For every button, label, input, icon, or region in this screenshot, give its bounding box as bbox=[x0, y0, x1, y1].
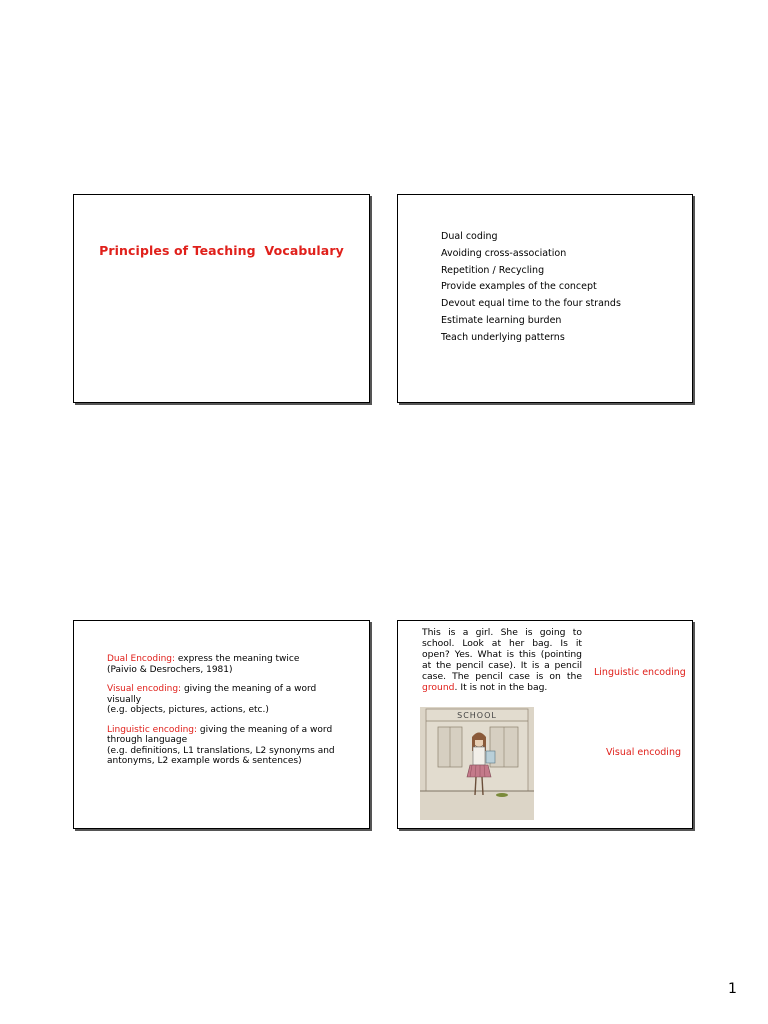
linguistic-encoding-examples: (e.g. definitions, L1 translations, L2 synonyms and antonyms, L2 example words & sentences) bbox=[107, 745, 335, 766]
list-item: Estimate learning burden bbox=[441, 314, 562, 326]
list-item: Devout equal time to the four strands bbox=[441, 298, 621, 310]
list-item: Repetition / Recycling bbox=[441, 264, 545, 276]
list-item: Teach underlying patterns bbox=[441, 331, 565, 343]
dual-encoding-text: express the meaning twice bbox=[177, 654, 300, 664]
example-highlight-ground: ground bbox=[422, 681, 455, 693]
dual-encoding-citation: (Paivio & Desrochers, 1981) bbox=[107, 664, 233, 675]
list-item: Dual coding bbox=[441, 231, 498, 242]
visual-encoding-paragraph bbox=[107, 684, 342, 716]
linguistic-encoding-term: Linguistic encoding: bbox=[107, 724, 200, 735]
slide-dual-encoding bbox=[73, 620, 370, 829]
linguistic-encoding-text: giving the meaning of a word through language bbox=[107, 724, 333, 745]
visual-encoding-label: Visual encoding bbox=[606, 747, 682, 758]
visual-encoding-text: giving the meaning of a word visually bbox=[107, 684, 317, 705]
slide-principles-list bbox=[397, 194, 693, 403]
example-text-after: . It is not in the bag. bbox=[454, 681, 548, 693]
visual-encoding-examples: (e.g. objects, pictures, actions, etc.) bbox=[107, 705, 269, 715]
list-item: Avoiding cross-association bbox=[441, 247, 567, 259]
visual-encoding-term: Visual encoding: bbox=[107, 684, 184, 694]
principles-list bbox=[441, 229, 621, 347]
dual-encoding-body bbox=[107, 654, 342, 776]
page-number: 1 bbox=[728, 981, 737, 997]
dual-encoding-term: Dual Encoding: bbox=[107, 654, 178, 664]
example-text-before: This is a girl. She is going to school. Look at her bag. Is it open? Yes. What is this (pointing at the pencil case). It is a pencil case. The pencil case is on the bbox=[422, 627, 582, 682]
linguistic-encoding-paragraph bbox=[107, 725, 342, 767]
slide-title-text: Principles of Teaching Vocabulary bbox=[99, 243, 344, 258]
dual-encoding-paragraph bbox=[107, 654, 342, 675]
linguistic-encoding-label: Linguistic encoding bbox=[594, 667, 686, 678]
slide-title bbox=[73, 194, 370, 403]
school-girl-drawing bbox=[420, 707, 534, 820]
list-item: Provide examples of the concept bbox=[441, 281, 597, 293]
slide-encoding-example bbox=[397, 620, 693, 829]
example-paragraph bbox=[422, 628, 582, 693]
school-sign-text: SCHOOL bbox=[457, 711, 497, 720]
